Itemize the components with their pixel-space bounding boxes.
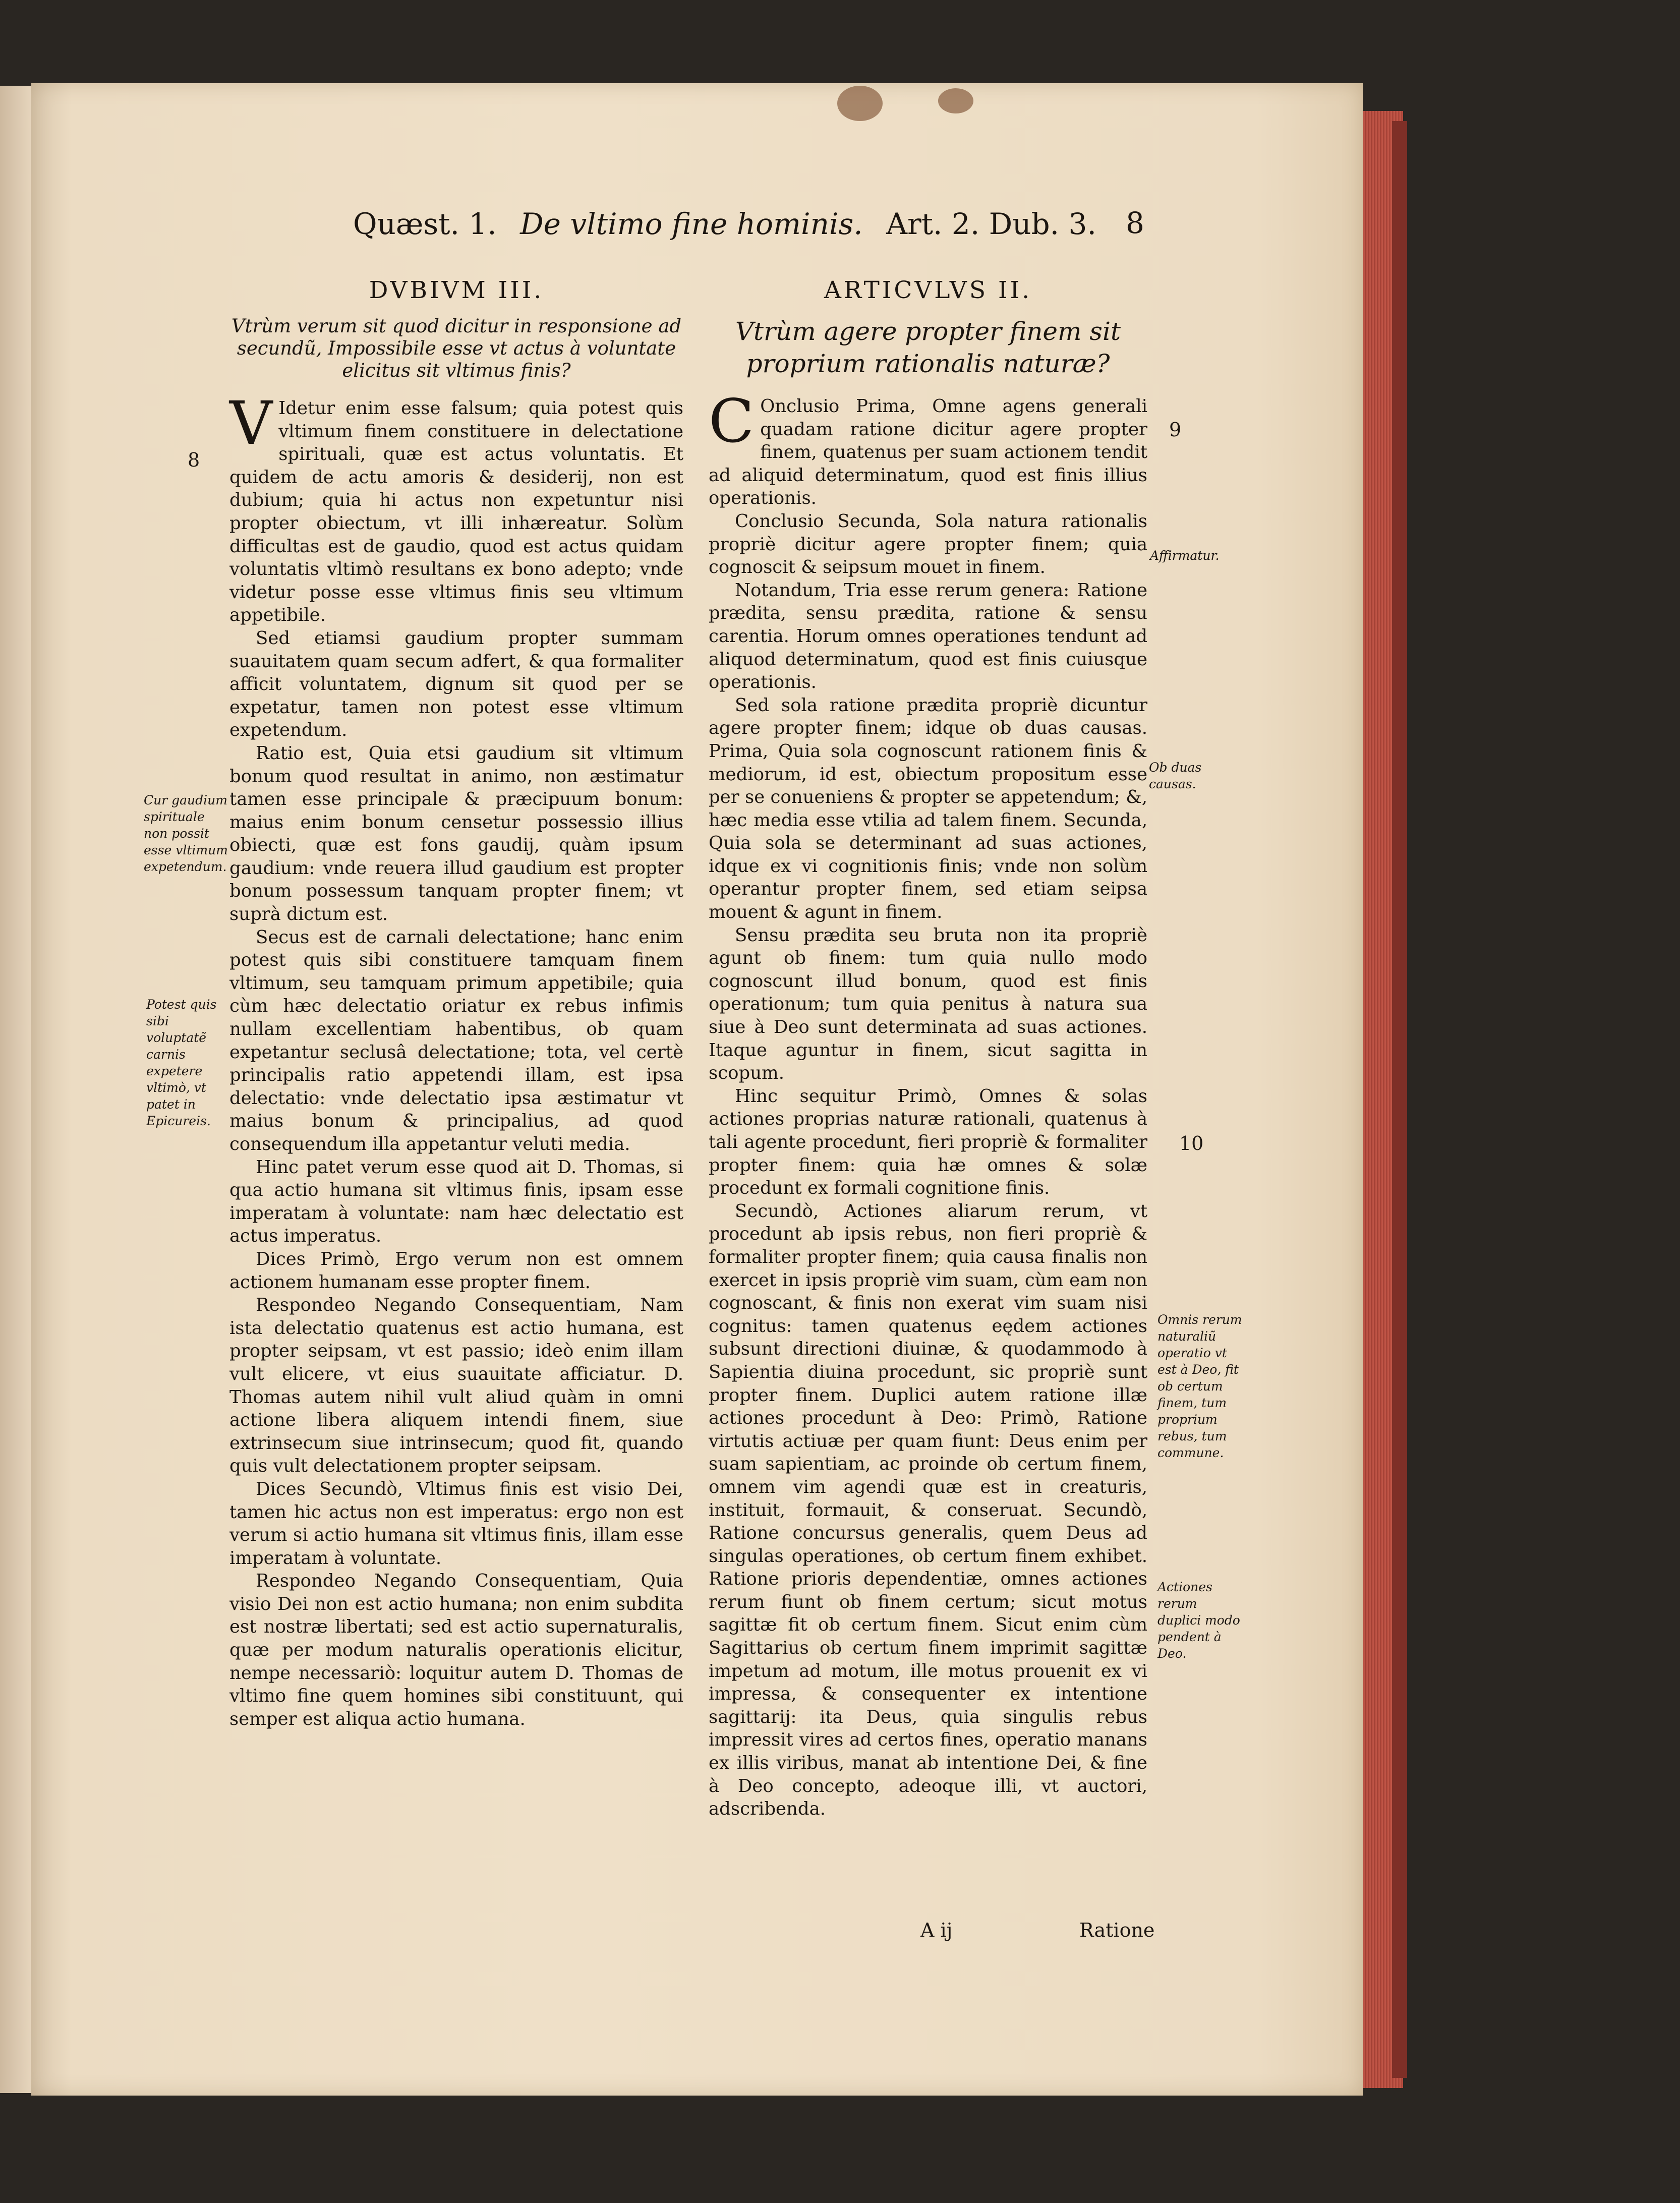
marginal-note: Potest quis sibi voluptatẽ carnis expetere vltimò, vt patet in Epicureis. — [146, 997, 217, 1128]
paragraph-text: Onclusio Prima, Omne agens generali quadam ratione dicitur agere propter finem, quatenus per suam actionem tendit ad aliquid determinatum, quod est finis illius operationis. — [709, 396, 1147, 509]
ink-stain — [938, 88, 973, 113]
marginal-note: Cur gaudium spirituale non possit esse vltimum expetendum. — [144, 793, 228, 874]
catchword: Ratione — [1079, 1919, 1155, 1941]
paragraph: Dices Secundò, Vltimus finis est visio Dei, tamen hic actus non est imperatus: ergo non est verum si actio humana sit vltimus finis, illam esse imperatam à voluntate. — [229, 1478, 683, 1569]
paragraph — [709, 386, 1147, 510]
articulus-heading: ARTICVLVS II. — [824, 276, 1032, 304]
margin-number: 8 — [188, 449, 200, 471]
marginal-note: Affirmatur. — [1150, 548, 1220, 563]
paragraph: Conclusio Secunda, Sola natura rationalis propriè dicitur agere propter finem; quia cognoscit & seipsum mouet in finem. — [709, 510, 1147, 578]
page-number: 8 — [1126, 206, 1144, 240]
paragraph: Sed etiamsi gaudium propter summam suauitatem quam secum adfert, & qua formaliter afficit voluntatem, dignum sit quod per se expetatur, tamen non potest esse vltimum expetendum. — [229, 627, 683, 741]
ink-stain — [837, 86, 883, 121]
marginal-note: Omnis rerum naturaliũ operatio vt est à Deo, fit ob certum finem, tum proprium rebus, tum commune. — [1157, 1312, 1242, 1460]
paragraph: Ratio est, Quia etsi gaudium sit vltimum bonum quod resultat in animo, non æstimatur tamen esse principale & præcipuum bonum: maius enim bonum censetur possessio illius obiecti, quæ est fons gaudij, quàm ipsum gaudium: vnde reuera illud gaudium est propter bonum possessum tanquam propter finem; vt suprà dictum est. — [229, 742, 683, 925]
paragraph: Sensu prædita seu bruta non ita propriè agunt ob finem: tum quia nullo modo cognoscunt illud bonum, quod est finis operationum; tum quia penitus à natura sua siue à Deo sunt determinata ad suas actiones. Itaque aguntur in finem, sicut sagitta in scopum. — [709, 924, 1147, 1084]
paragraph: Secundò, Actiones aliarum rerum, vt procedunt ab ipsis rebus, non fieri propriè & formaliter propter finem; quia causa finalis non exercet in ipsis propriè vim suam, cùm eam non cognoscant, & finis non exerat vim suam nisi cognitus: tamen quatenus eędem actiones subsunt directioni diuinæ, & quodammodo à Sapientia diuina procedunt, sic propriè sunt propter finem. Duplici autem ratione illæ actiones procedunt à Deo: Primò, Ratione virtutis actiuæ per quam fiunt: Deus enim per suam sapientiam, ac proinde ob certum finem, omnem vim agendi quæ est in creaturis, instituit, formauit, & conseruat. Secundò, Ratione concursus generalis, quem Deus ad singulas operationes, ob certum finem exhibet. Ratione prioris dependentiæ, omnes actiones rerum fiunt ob finem certum; sicut motus sagittæ fit ob certum finem. Sicut enim cùm Sagittarius ob certum finem imprimit sagittæ impetum ad motum, ille motus prouenit ex vi impressa, & consequenter ex intentione sagittarij: ita Deus, quia singulis rebus impressit vires ad certos fines, operatio manans ex illis viribus, manat ab intentione Dei, & fine à Deo concepto, adeoque illi, vt auctori, adscribenda. — [709, 1200, 1147, 1820]
paragraph: Respondeo Negando Consequentiam, Quia visio Dei non est actio humana; non enim subdita est nostræ libertati; sed est actio supernaturalis, quæ per modum naturalis operationis elicitur, nempe necessariò: loquitur autem D. Thomas de vltimo fine quem homines sibi constituunt, qui semper est aliqua actio humana. — [229, 1571, 683, 1729]
red-page-edges-shadow — [1392, 121, 1407, 2078]
articulus-question: Vtrùm agere propter finem sit proprium rationalis naturæ? — [735, 317, 1121, 378]
paragraph — [229, 388, 683, 627]
paragraph: Hinc sequitur Primò, Omnes & solas actiones proprias naturæ rationali, quatenus à tali agente procedunt, fieri propriè & formaliter propter finem: quia hæ omnes & solæ procedunt ex formali cognitione finis. — [709, 1085, 1147, 1199]
running-head-article: Art. 2. Dub. 3. — [886, 207, 1096, 241]
right-column — [709, 276, 1147, 1821]
dubium-heading: DVBIVM III. — [369, 276, 544, 304]
running-head-question: Quæst. 1. — [353, 207, 497, 241]
paragraph: Secus est de carnali delectatione; hanc enim potest quis sibi constituere tamquam finem vltimum, seu tamquam primum appetibile; quia cùm hæc delectatio oriatur ex rebus infimis nullam excellentiam habentibus, ob quam expetantur seclusâ delectatione; tota, vel certè principalis ratio appetendi illam, est ipsa delectatio: vnde delectatio ipsa æstimatur vt maius bonum & principalius, ad quod consequendum illa appetantur veluti media. — [229, 926, 683, 1154]
dubium-question: Vtrùm verum sit quod dicitur in responsione ad secundũ, Impossibile esse vt actus à voluntate elicitus sit vltimus finis? — [231, 315, 682, 381]
marginal-note: Ob duas causas. — [1149, 760, 1202, 791]
margin-number: 10 — [1179, 1132, 1204, 1154]
marginal-note: Actiones rerum duplici modo pendent à Deo. — [1157, 1580, 1240, 1661]
facing-page-edge — [0, 86, 31, 2093]
signature-mark: A ij — [920, 1919, 953, 1941]
left-column — [229, 276, 683, 1730]
paragraph: Respondeo Negando Consequentiam, Nam ista delectatio quatenus est actio humana, est propter seipsam, vt est passio; ideò enim illam vult elicere, vt eius suauitate afficiatur. D. Thomas autem nihil vult aliud quàm in omni actione libera aliquem intendi finem, siue extrinsecum siue intrinsecum; quod fit, quando quis vult delectationem propter seipsam. — [229, 1295, 683, 1477]
running-head-title: De vltimo fine hominis. — [520, 207, 863, 241]
drop-cap: V — [229, 388, 273, 458]
running-head — [353, 207, 1096, 241]
paragraph: Hinc patet verum esse quod ait D. Thomas, si qua actio humana sit vltimus finis, ipsam esse imperatam à voluntate: nam hæc delectatio est actus imperatus. — [229, 1156, 683, 1247]
paragraph: Dices Primò, Ergo verum non est omnem actionem humanam esse propter finem. — [229, 1248, 683, 1293]
paragraph-text: Idetur enim esse falsum; quia potest quis vltimum finem constituere in delectatione spirituali, quæ est actus voluntatis. Et quidem de actu amoris & desiderij, non est dubium; quia hi actus non expetuntur nisi propter obiectum, vt illi inhæreatur. Solùm difficultas est de gaudio, quod est actus quidam voluntatis vltimò resultans ex bono adepto; vnde videtur posse esse vltimus finis seu vltimum appetibile. — [229, 398, 683, 626]
paragraph: Notandum, Tria esse rerum genera: Ratione prædita, sensu prædita, ratione & sensu carentia. Horum omnes operationes tendunt ad aliquod determinatum, quod est finis cuiusque operationis. — [709, 579, 1147, 693]
drop-cap: C — [709, 386, 755, 456]
margin-number: 9 — [1169, 419, 1182, 441]
paragraph: Sed sola ratione prædita propriè dicuntur agere propter finem; idque ob duas causas. Prima, Quia sola cognoscunt rationem finis & mediorum, id est, obiectum propositum esse per se conueniens & propter se appetendum; &, hæc media esse vtilia ad talem finem. Secunda, Quia sola se determinant ad suas actiones, idque ex vi cognitionis finis; vnde non solùm operantur propter finem, sed etiam seipsa mouent & agunt in finem. — [709, 694, 1147, 923]
